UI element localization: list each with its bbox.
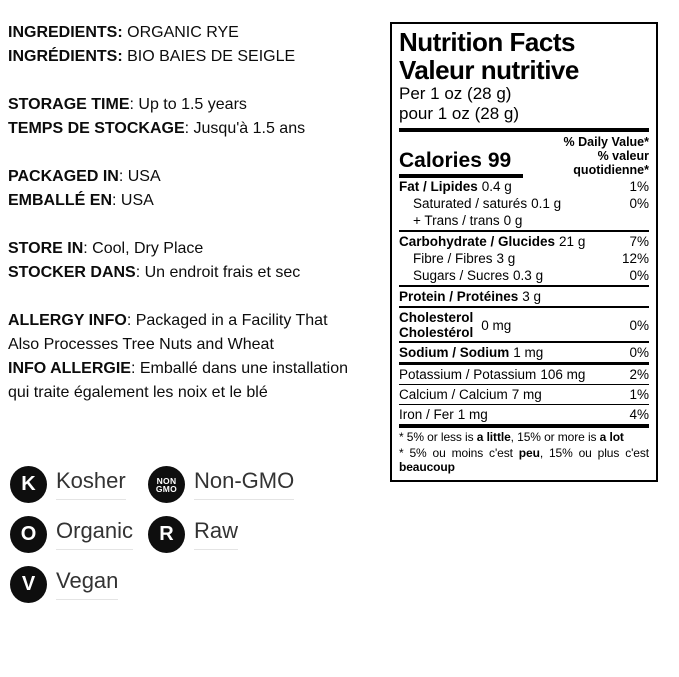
certification-badges — [10, 466, 294, 603]
calories-label: Calories — [399, 149, 482, 172]
nutrient-name: Fibre / Fibres — [413, 251, 493, 266]
nutrient-row-trans — [399, 212, 649, 232]
info-value: : Un endroit frais et sec — [135, 264, 301, 281]
nutrient-name: Potassium / Potassium — [399, 367, 537, 382]
nutrient-row-fibre — [399, 250, 649, 267]
nutrient-name: Sugars / Sucres — [413, 268, 510, 283]
nutrient-row-protein — [399, 288, 649, 308]
nutrient-amount: 1 mg — [457, 407, 488, 422]
info-value: : Up to 1.5 years — [129, 96, 247, 113]
product-details-text — [8, 21, 382, 405]
info-line — [8, 117, 382, 141]
nutrient-pct: 0% — [629, 196, 649, 211]
cholesterol-names — [399, 310, 473, 340]
nutrition-title-fr: Valeur nutritive — [399, 55, 579, 85]
nutrient-amount: 0.4 g — [481, 179, 512, 194]
info-label: ALLERGY INFO — [8, 312, 127, 329]
nutrient-row-calcium — [399, 386, 649, 405]
info-line — [8, 45, 382, 69]
vegan-icon: V — [10, 566, 47, 603]
nutrient-amount: 21 g — [559, 234, 586, 249]
nutrient-amount: 7 mg — [511, 387, 542, 402]
nutrient-name: Carbohydrate / Glucides — [399, 234, 556, 249]
info-line — [8, 189, 382, 213]
footnote-fr — [399, 446, 649, 474]
info-label: EMBALLÉ EN — [8, 192, 112, 209]
info-line — [8, 21, 382, 45]
info-line — [8, 93, 382, 117]
badge-non-gmo[interactable] — [148, 466, 294, 503]
info-value: : USA — [118, 168, 161, 185]
info-value: : Jusqu'à 1.5 ans — [184, 120, 306, 137]
thick-divider — [399, 128, 649, 132]
nutrient-amount: 0 mg — [481, 317, 512, 333]
nutrient-name: Fat / Lipides — [399, 179, 478, 194]
nutrient-row-potassium — [399, 366, 649, 385]
info-label: STORAGE TIME — [8, 96, 130, 113]
info-label: INFO ALLERGIE — [8, 360, 131, 377]
nutrient-pct: 4% — [629, 407, 649, 422]
badge-label[interactable]: Vegan — [56, 569, 118, 600]
badge-label[interactable]: Non-GMO — [194, 469, 294, 500]
nutrition-facts-label — [390, 22, 658, 482]
badge-raw[interactable] — [148, 516, 294, 553]
info-line — [8, 237, 382, 261]
nutrient-amount: 3 g — [522, 289, 542, 304]
nutrient-name: Iron / Fer — [399, 407, 454, 422]
nutrient-row-saturated — [399, 195, 649, 212]
info-value: : Emballé dans une installation — [130, 360, 348, 377]
footnote-text: * 5% or less is — [399, 430, 477, 444]
nutrient-amount: 1 mg — [513, 345, 544, 360]
badge-label[interactable]: Raw — [194, 519, 238, 550]
info-value: qui traite également les noix et le blé — [8, 384, 268, 401]
nutrient-amount: 106 mg — [540, 367, 586, 382]
cholesterol-fr: Cholestérol — [399, 325, 474, 340]
kosher-icon: K — [10, 466, 47, 503]
nutrient-pct: 0% — [629, 345, 649, 360]
nutrient-pct: 0% — [629, 268, 649, 283]
badge-label[interactable]: Organic — [56, 519, 133, 550]
nutrient-row-sugars — [399, 267, 649, 287]
non-gmo-icon-line2: GMO — [155, 483, 178, 494]
nutrient-row-cholesterol — [399, 309, 649, 343]
info-label: TEMPS DE STOCKAGE — [8, 120, 185, 137]
info-label: PACKAGED IN — [8, 168, 119, 185]
footnote-bold: beaucoup — [399, 460, 455, 474]
info-value: Also Processes Tree Nuts and Wheat — [8, 336, 274, 353]
non-gmo-icon-line1: NON — [156, 475, 177, 486]
footnote-bold: a lot — [599, 430, 624, 444]
nutrient-amount: 3 g — [496, 251, 516, 266]
nutrient-name: Sodium / Sodium — [399, 345, 510, 360]
info-line — [8, 333, 382, 357]
daily-value-fr: % valeur quotidienne* — [573, 149, 649, 177]
nutrient-name: Calcium / Calcium — [399, 387, 508, 402]
calories-row — [399, 133, 649, 178]
serving-size-fr: pour 1 oz (28 g) — [399, 104, 520, 123]
info-line — [8, 261, 382, 285]
nutrient-name: Protein / Protéines — [399, 289, 519, 304]
calories — [399, 149, 523, 178]
daily-value-header — [523, 135, 649, 178]
info-value: : Cool, Dry Place — [83, 240, 204, 257]
nutrient-pct: 7% — [629, 234, 649, 249]
nutrient-row-carbohydrate — [399, 233, 649, 250]
nutrient-amount: 0.1 g — [531, 196, 562, 211]
info-value: ORGANIC RYE — [122, 24, 239, 41]
info-line — [8, 357, 382, 381]
nutrient-amount: 0.3 g — [513, 268, 544, 283]
footnote-text: , 15% ou plus c'est — [539, 446, 649, 460]
calories-value: 99 — [487, 149, 512, 172]
badge-vegan[interactable] — [10, 566, 148, 603]
organic-icon: O — [10, 516, 47, 553]
footnote-text: , 15% or more is — [510, 430, 600, 444]
badge-label[interactable]: Kosher — [56, 469, 126, 500]
info-label: STORE IN — [8, 240, 84, 257]
info-value: : USA — [112, 192, 154, 209]
nutrition-title-en: Nutrition Facts — [399, 27, 575, 57]
cholesterol-en: Cholesterol — [399, 310, 474, 325]
info-value: : Packaged in a Facility That — [126, 312, 328, 329]
nutrient-pct: 1% — [629, 387, 649, 402]
nutrient-pct: 1% — [629, 179, 649, 194]
nutrient-pct: 0% — [629, 317, 649, 333]
info-value: BIO BAIES DE SEIGLE — [122, 48, 296, 65]
footnote-bold: a little — [476, 430, 511, 444]
daily-value-en: % Daily Value* — [563, 135, 649, 149]
info-line — [8, 165, 382, 189]
non-gmo-icon — [148, 466, 185, 503]
nutrient-name: Saturated / saturés — [413, 196, 528, 211]
nutrient-row-sodium — [399, 344, 649, 365]
info-label: INGREDIENTS: — [8, 24, 123, 41]
nutrient-pct: 2% — [629, 367, 649, 382]
nutrient-pct: 12% — [621, 251, 649, 266]
raw-icon: R — [148, 516, 185, 553]
info-line — [8, 381, 382, 405]
info-label: STOCKER DANS — [8, 264, 136, 281]
badge-kosher[interactable] — [10, 466, 148, 503]
footnote-text: * 5% ou moins c'est — [399, 446, 519, 460]
info-label: INGRÉDIENTS: — [8, 48, 123, 65]
nutrient-row-fat — [399, 178, 649, 195]
nutrient-name: + Trans / trans — [413, 213, 500, 228]
footnote-bold: peu — [518, 446, 540, 460]
info-line — [8, 309, 382, 333]
footnote-en — [399, 430, 649, 444]
nutrient-row-iron — [399, 406, 649, 428]
nutrient-amount: 0 g — [503, 213, 523, 228]
badge-organic[interactable] — [10, 516, 148, 553]
serving-size-en: Per 1 oz (28 g) — [399, 84, 512, 103]
